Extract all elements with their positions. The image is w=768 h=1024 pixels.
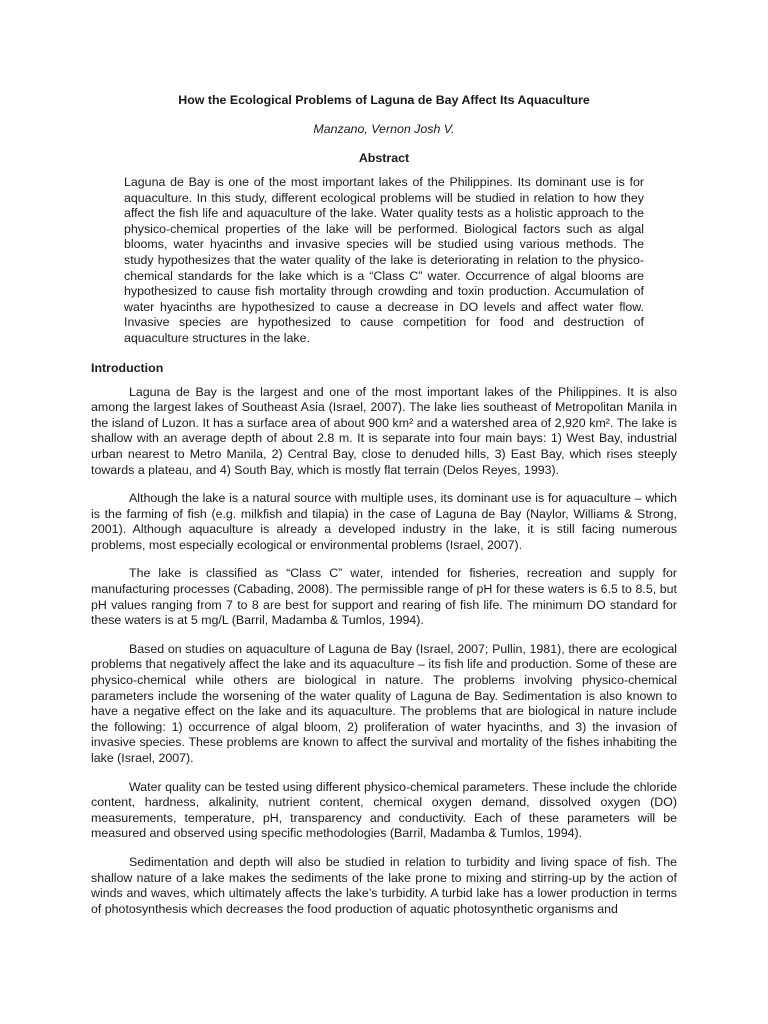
document-title: How the Ecological Problems of Laguna de Bay Affect Its Aquaculture <box>178 93 590 107</box>
body-paragraph: Laguna de Bay is the largest and one of the most important lakes of the Philippines. It is also among the largest lakes of Southeast Asia (Israel, 2007). The lake lies southeast of Metropolitan Manila in the island of Luzon. It has a surface area of about 900 km² and a watershed area of 2,920 km². The lake is shallow with an average depth of about 2.8 m. It is separate into four main bays: 1) West Bay, industrial urban nearest to Metro Manila, 2) Central Bay, close to denuded hills, 3) East Bay, which rises steeply towards a plateau, and 4) South Bay, which is mostly flat terrain (Delos Reyes, 1993). <box>91 384 677 477</box>
abstract-text: Laguna de Bay is one of the most important lakes of the Philippines. Its dominant use is for aquaculture. In this study, different ecological problems will be studied in relation to how they affect the fish life and aquaculture of the lake. Water quality tests as a holistic approach to the physico-chemical properties of the lake will be performed. Biological factors such as algal blooms, water hyacinths and invasive species will be studied using various methods. The study hypothesizes that the water quality of the lake is deteriorating in relation to the physico-chemical standards for the lake which is a “Class C” water. Occurrence of algal blooms are hypothesized to cause fish mortality through crowding and toxin production. Accumulation of water hyacinths are hypothesized to cause a decrease in DO levels and affect water flow. Invasive species are hypothesized to cause competition for food and destruction of aquaculture structures in the lake. <box>124 175 644 345</box>
body-paragraph: Water quality can be tested using different physico-chemical parameters. These include the chloride content, hardness, alkalinity, nutrient content, chemical oxygen demand, dissolved oxygen (DO) measurements, temperature, pH, transparency and conductivity. Each of these parameters will be measured and observed using specific methodologies (Barril, Madamba & Tumlos, 1994). <box>91 779 677 841</box>
body-paragraph: The lake is classified as “Class C” water, intended for fisheries, recreation and supply for manufacturing processes (Cabading, 2008). The permissible range of pH for these waters is 6.5 to 8.5, but pH values ranging from 7 to 8 are best for support and rearing of fish life. The minimum DO standard for these waters is at 5 mg/L (Barril, Madamba & Tumlos, 1994). <box>91 566 677 628</box>
introduction-heading: Introduction <box>91 360 164 375</box>
abstract-heading: Abstract <box>358 151 410 165</box>
body-paragraph: Although the lake is a natural source with multiple uses, its dominant use is for aquaculture – which is the farming of fish (e.g. milkfish and tilapia) in the case of Laguna de Bay (Naylor, Williams & Strong, 2001). Although aquaculture is already a developed industry in the lake, it is still facing numerous problems, most especially ecological or environmental problems (Israel, 2007). <box>91 491 677 552</box>
author-name: Manzano, Vernon Josh V. <box>313 122 455 136</box>
body-paragraph: Based on studies on aquaculture of Laguna de Bay (Israel, 2007; Pullin, 1981), there are ecological problems that negatively affect the lake and its aquaculture – its fish life and production. Some of these are physico-chemical while others are biological in nature. The problems involving physico-chemical parameters include the worsening of the water quality of Laguna de Bay. Sedimentation is also known to have a negative effect on the lake and its aquaculture. The problems that are biological in nature include the following: 1) occurrence of algal bloom, 2) proliferation of water hyacinths, and 3) the invasion of invasive species. These problems are known to affect the survival and mortality of the fishes inhabiting the lake (Israel, 2007). <box>91 641 677 765</box>
body-paragraph: Sedimentation and depth will also be studied in relation to turbidity and living space of fish. The shallow nature of a lake makes the sediments of the lake prone to mixing and stirring-up by the action of winds and waves, which ultimately affects the lake’s turbidity. A turbid lake has a lower production in terms of photosynthesis which decreases the food production of aquatic photosynthetic organisms and <box>91 854 677 916</box>
